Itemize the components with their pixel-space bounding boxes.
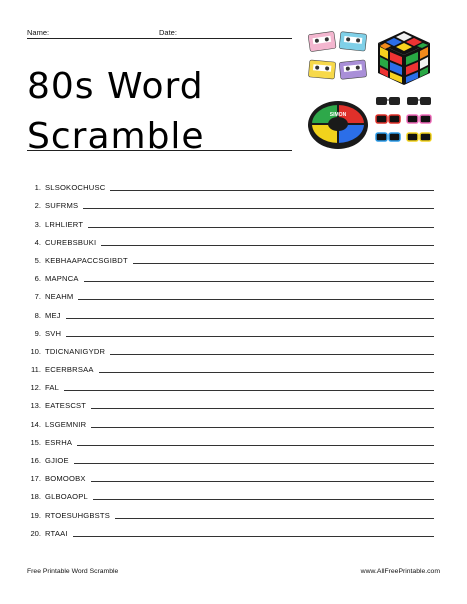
- answer-line[interactable]: [115, 517, 434, 519]
- scrambled-word: BOMOOBX: [45, 474, 86, 484]
- scramble-item: [29, 376, 434, 394]
- scramble-item: [29, 249, 434, 267]
- scrambled-word: ECERBRSAA: [45, 365, 94, 375]
- scrambled-word: EATESCST: [45, 401, 87, 411]
- answer-line[interactable]: [99, 371, 434, 373]
- page-title: [27, 62, 292, 162]
- scrambled-word: TDICNANIGYDR: [45, 346, 106, 356]
- simon-logo-text: SIMON: [329, 112, 347, 118]
- scramble-item: [29, 485, 434, 503]
- answer-line[interactable]: [91, 407, 434, 409]
- scrambled-word: KEBHAAPACCSGIBDT: [45, 255, 128, 265]
- footer-title: Free Printable Word Scramble: [27, 568, 119, 575]
- item-number: 8.: [34, 310, 41, 320]
- item-number: 4.: [34, 237, 41, 247]
- item-number: 12.: [30, 383, 41, 393]
- scramble-item: [29, 412, 434, 430]
- item-number: 3.: [34, 219, 41, 229]
- scrambled-word: RTAAI: [45, 528, 68, 538]
- scrambled-word: GJIOE: [45, 456, 69, 465]
- answer-line[interactable]: [83, 207, 434, 209]
- answer-line[interactable]: [133, 262, 434, 264]
- scramble-item: [29, 322, 434, 340]
- date-label: Date:: [159, 28, 177, 37]
- photo-collage: [306, 27, 436, 153]
- answer-line[interactable]: [78, 298, 434, 300]
- answer-line[interactable]: [66, 335, 434, 337]
- answer-line[interactable]: [110, 189, 434, 191]
- answer-line[interactable]: [93, 498, 434, 500]
- title-line-1: 80s Word: [27, 66, 204, 107]
- scrambled-word: SVH: [45, 328, 62, 338]
- answer-line[interactable]: [73, 535, 434, 537]
- worksheet-header: [27, 26, 292, 157]
- scrambled-word: NEAHM: [45, 292, 74, 302]
- item-number: 9.: [34, 328, 41, 338]
- scramble-item: [29, 467, 434, 485]
- item-number: 18.: [30, 492, 41, 502]
- scramble-item: [29, 431, 434, 449]
- name-date-line: [27, 26, 292, 39]
- scrambled-word: CUREBSBUKI: [45, 237, 97, 247]
- cassette-tapes-icon: [306, 27, 370, 89]
- answer-line[interactable]: [110, 353, 434, 355]
- scramble-item: [29, 231, 434, 249]
- scramble-item: [29, 285, 434, 303]
- answer-line[interactable]: [66, 317, 434, 319]
- scramble-item: [29, 176, 434, 194]
- footer-website: www.AllFreePrintable.com: [360, 568, 440, 575]
- sunglasses-icon: [372, 91, 436, 153]
- scramble-list: [29, 176, 434, 540]
- scrambled-word: SLSOKOCHUSC: [45, 183, 106, 193]
- scrambled-word: MEJ: [45, 310, 61, 320]
- scramble-item: [29, 522, 434, 540]
- item-number: 17.: [30, 474, 41, 484]
- answer-line[interactable]: [64, 389, 434, 391]
- scrambled-word: GLBOAOPL: [45, 492, 88, 502]
- answer-line[interactable]: [77, 444, 434, 446]
- item-number: 13.: [30, 401, 41, 411]
- title-divider: [27, 150, 292, 151]
- scramble-item: [29, 212, 434, 230]
- simon-game-icon: [306, 91, 370, 153]
- item-number: 20.: [30, 528, 41, 538]
- item-number: 1.: [34, 183, 41, 193]
- scramble-item: [29, 358, 434, 376]
- scrambled-word: MAPNCA: [45, 274, 79, 284]
- scrambled-word: FAL: [45, 383, 60, 393]
- answer-line[interactable]: [101, 244, 434, 246]
- scrambled-word: ESRHA: [45, 437, 73, 447]
- item-number: 16.: [30, 456, 41, 465]
- item-number: 14.: [30, 419, 41, 429]
- rubiks-cube-icon: [372, 27, 436, 89]
- answer-line[interactable]: [91, 426, 434, 428]
- answer-line[interactable]: [88, 226, 434, 228]
- scramble-item: [29, 267, 434, 285]
- item-number: 6.: [34, 274, 41, 284]
- scramble-item: [29, 449, 434, 467]
- scramble-item: [29, 303, 434, 321]
- answer-line[interactable]: [84, 280, 434, 282]
- item-number: 15.: [30, 437, 41, 447]
- answer-line[interactable]: [74, 462, 434, 464]
- scramble-item: [29, 340, 434, 358]
- item-number: 5.: [34, 255, 41, 265]
- item-number: 19.: [30, 510, 41, 520]
- name-label: Name:: [27, 28, 50, 37]
- scramble-item: [29, 503, 434, 521]
- scrambled-word: SUFRMS: [45, 201, 79, 211]
- scrambled-word: LSGEMNIR: [45, 419, 87, 429]
- item-number: 7.: [34, 292, 41, 302]
- scramble-item: [29, 394, 434, 412]
- scrambled-word: LRHLIERT: [45, 219, 84, 229]
- scrambled-word: RTOESUHGBSTS: [45, 510, 110, 520]
- answer-line[interactable]: [91, 480, 434, 482]
- item-number: 11.: [31, 365, 41, 375]
- item-number: 2.: [34, 201, 41, 211]
- item-number: 10.: [30, 346, 41, 356]
- scramble-item: [29, 194, 434, 212]
- title-line-2: Scramble: [27, 116, 205, 157]
